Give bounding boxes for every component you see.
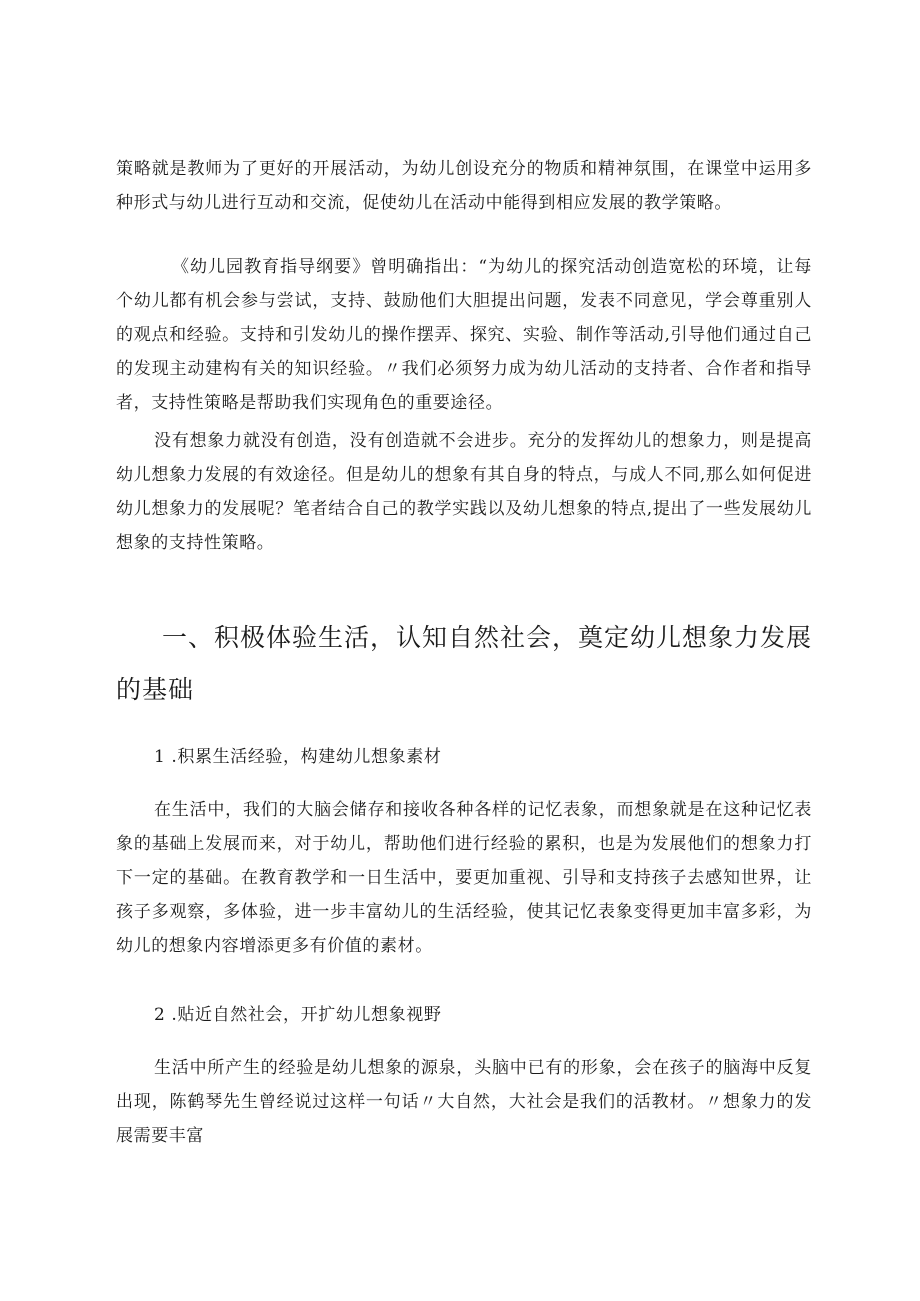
body-paragraph: 策略就是教师为了更好的开展活动，为幼儿创设充分的物质和精神氛围，在课堂中运用多种形式与幼儿进行互动和交流，促使幼儿在活动中能得到相应发展的教学策略。 xyxy=(116,159,812,213)
body-paragraph: 没有想象力就没有创造，没有创造就不会进步。充分的发挥幼儿的想象力，则是提高幼儿想象力发展的有效途径。但是幼儿的想象有其自身的特点，与成人不同,那么如何促进幼儿想象力的发展呢？笔者结合自己的教学实践以及幼儿想象的特点,提出了一些发展幼儿想象的支持性策略。 xyxy=(116,431,812,553)
body-paragraph: 生活中所产生的经验是幼儿想象的源泉，头脑中已有的形象，会在孩子的脑海中反复出现，陈鹤琴先生曾经说过这样一句话〃大自然，大社会是我们的活教材。〃想象力的发展需要丰富 xyxy=(116,1058,812,1146)
section-heading: 一、积极体验生活，认知自然社会，奠定幼儿想象力发展的基础 xyxy=(116,623,813,704)
subsection-title: 1 .积累生活经验，构建幼儿想象素材 xyxy=(154,747,442,767)
body-paragraph: 在生活中，我们的大脑会储存和接收各种各样的记忆表象，而想象就是在这种记忆表象的基础上发展而来，对于幼儿，帮助他们进行经验的累积，也是为发展他们的想象力打下一定的基础。在教育教学和一日生活中，要更加重视、引导和支持孩子去感知世界，让孩子多观察，多体验，进一步丰富幼儿的生活经验，使其记忆表象变得更加丰富多彩，为幼儿的想象内容增添更多有价值的素材。 xyxy=(116,800,812,956)
body-paragraph: 《幼儿园教育指导纲要》曾明确指出：“为幼儿的探究活动创造宽松的环境，让每个幼儿都有机会参与尝试，支持、鼓励他们大胆提出问题，发表不同意见，学会尊重别人的观点和经验。支持和引发幼儿的操作摆弄、探究、实验、制作等活动,引导他们通过自己的发现主动建构有关的知识经验。〃我们必须努力成为幼儿活动的支持者、合作者和指导者，支持性策略是帮助我们实现角色的重要途径。 xyxy=(116,257,812,413)
subsection-title: 2 .贴近自然社会，开扩幼儿想象视野 xyxy=(154,1005,442,1025)
